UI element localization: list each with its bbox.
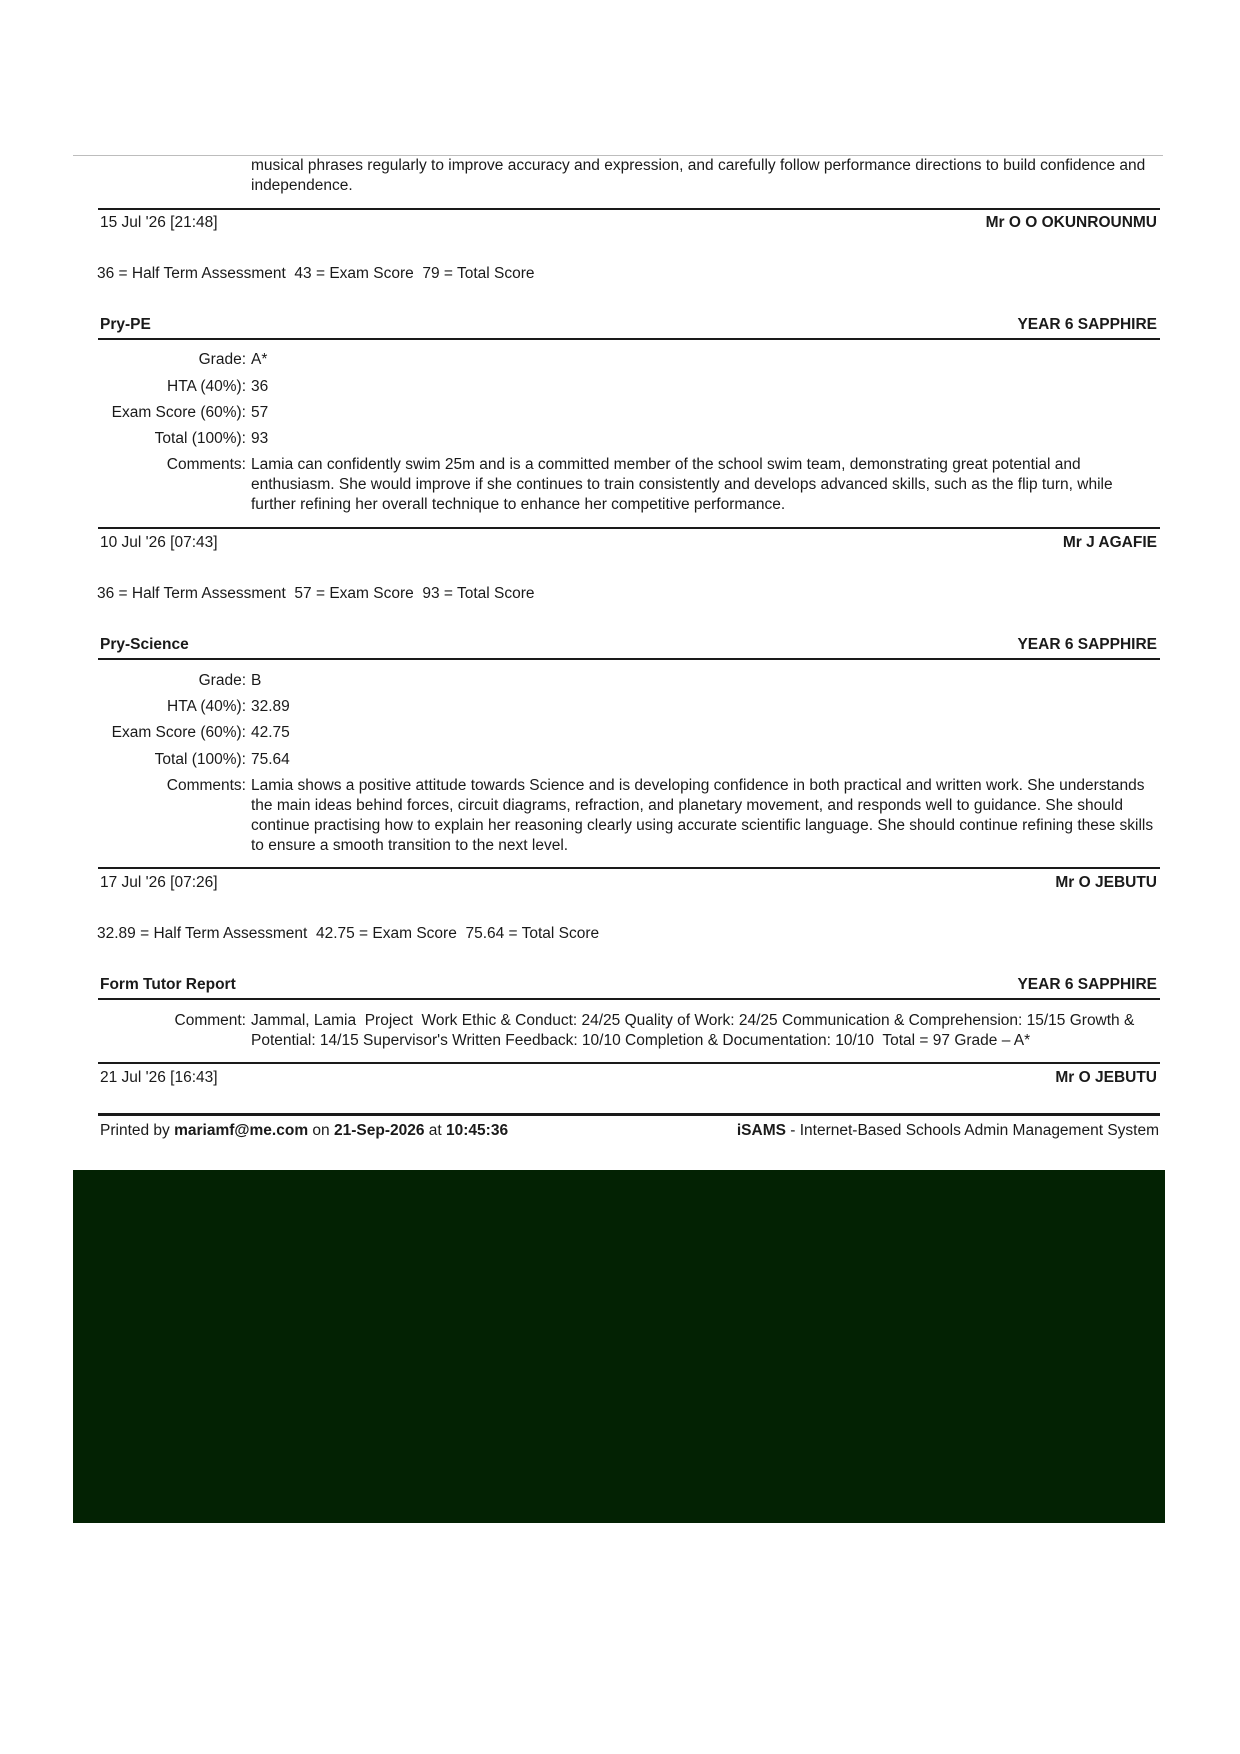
printed-date: 21-Sep-2026 [333, 1122, 425, 1139]
class-name: YEAR 6 SAPPHIRE [1017, 316, 1157, 333]
grade-label: Grade: [198, 351, 246, 368]
section-divider [98, 527, 1160, 529]
teacher-name: Mr O O OKUNROUNMU [985, 214, 1157, 231]
hta-value: 36 [251, 378, 269, 395]
system-credit [737, 1121, 1159, 1141]
exam-score-label: Exam Score (60%): [111, 724, 246, 741]
teacher-name: Mr O JEBUTU [1055, 1069, 1157, 1086]
exam-score-value: 57 [251, 404, 269, 421]
section-divider [98, 208, 1160, 210]
score-summary: 36 = Half Term Assessment 43 = Exam Score 79 = Total Score [97, 265, 535, 282]
printed-by [100, 1121, 508, 1141]
entry-date: 10 Jul '26 [07:43] [100, 534, 218, 551]
entry-date: 17 Jul '26 [07:26] [100, 874, 218, 891]
hta-label: HTA (40%): [167, 698, 246, 715]
section-divider [98, 338, 1160, 340]
system-name: iSAMS [736, 1122, 786, 1139]
total-label: Total (100%): [154, 430, 246, 447]
printed-by-user: mariamf@me.com [174, 1122, 309, 1139]
hta-label: HTA (40%): [167, 378, 246, 395]
teacher-name: Mr J AGAFIE [1062, 534, 1157, 551]
form-tutor-title: Form Tutor Report [100, 976, 236, 993]
subject-title: Pry-PE [100, 316, 151, 333]
comment-label: Comment: [174, 1012, 246, 1029]
entry-date: 15 Jul '26 [21:48] [100, 214, 218, 231]
dark-green-panel [73, 1170, 1165, 1523]
comments-text: Lamia can confidently swim 25m and is a committed member of the school swim team, demonstrating great potential and enthusiasm. She would improve if she continues to train consistently and develops advanced skills, such as the flip turn, while further refining her overall technique to enhance her competitive performance. [251, 456, 1113, 513]
printed-by-label: Printed by [100, 1122, 170, 1139]
entry-date: 21 Jul '26 [16:43] [100, 1069, 218, 1086]
total-value: 75.64 [251, 751, 290, 768]
score-summary: 36 = Half Term Assessment 57 = Exam Score 93 = Total Score [97, 585, 535, 602]
comments-label: Comments: [166, 777, 246, 794]
teacher-name: Mr O JEBUTU [1055, 874, 1157, 891]
comment-text: Jammal, Lamia Project Work Ethic & Conduct: 24/25 Quality of Work: 24/25 Communication & Comprehension: 15/15 Growth & Potential: 14/15 Supervisor's Written Feedback: 10/10 Completion & Documentation: 10/10 Total = 97 Grade – A* [251, 1012, 1139, 1049]
class-name: YEAR 6 SAPPHIRE [1017, 636, 1157, 653]
system-description: - Internet-Based Schools Admin Management System [785, 1122, 1159, 1139]
score-summary: 32.89 = Half Term Assessment 42.75 = Exam Score 75.64 = Total Score [97, 925, 600, 942]
hta-value: 32.89 [251, 698, 290, 715]
section-divider [98, 1062, 1160, 1064]
printed-at-label: at [428, 1122, 442, 1139]
exam-score-value: 42.75 [251, 724, 290, 741]
comments-text: Lamia shows a positive attitude towards Science and is developing confidence in both practical and written work. She understands the main ideas behind forces, circuit diagrams, refraction, and planetary movement, and responds well to guidance. She should continue practising how to explain her reasoning clearly using accurate scientific language. She should continue refining these skills to ensure a smooth transition to the next level. [251, 777, 1154, 854]
section-divider [98, 998, 1160, 1000]
footer-divider [98, 1113, 1160, 1116]
grade-value: B [251, 672, 262, 689]
section-divider [98, 658, 1160, 660]
section-divider [98, 867, 1160, 869]
exam-score-label: Exam Score (60%): [111, 404, 246, 421]
continued-comment: musical phrases regularly to improve accuracy and expression, and carefully follow performance directions to build confidence and independence. [251, 157, 1146, 194]
printed-on-label: on [312, 1122, 330, 1139]
grade-label: Grade: [198, 672, 246, 689]
subject-title: Pry-Science [100, 636, 189, 653]
printed-time: 10:45:36 [446, 1122, 509, 1139]
comments-label: Comments: [166, 456, 246, 473]
total-value: 93 [251, 430, 269, 447]
class-name: YEAR 6 SAPPHIRE [1017, 976, 1157, 993]
total-label: Total (100%): [154, 751, 246, 768]
grade-value: A* [251, 351, 268, 368]
